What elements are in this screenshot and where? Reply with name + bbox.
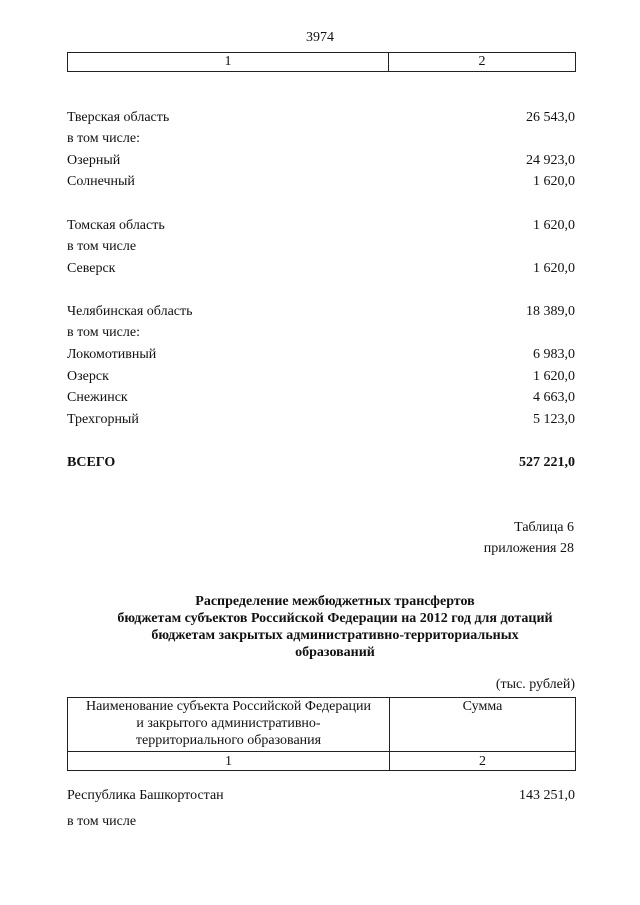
region-value: 26 543,0 [526,110,575,125]
region-value: 143 251,0 [519,788,575,803]
subheading: в том числе [67,814,137,829]
page-number: 3974 [306,30,334,45]
units-label: (тыс. рублей) [495,677,575,692]
subheading: в том числе: [67,325,140,340]
total-row [67,453,575,473]
item-row [67,410,575,430]
subheading-row [67,812,575,832]
header-name-column [68,698,390,752]
region-row [67,108,575,128]
item-row [67,172,575,192]
column-number-1: 1 [68,752,390,771]
subheading-row [67,237,575,257]
column-number-header [67,52,576,72]
table-header [67,697,576,771]
item-value: 24 923,0 [526,153,575,168]
subheading-row [67,323,575,343]
header-line: территориального образования [135,733,322,748]
appendix-number: приложения 28 [483,541,574,556]
item-value: 1 620,0 [533,261,575,276]
item-name: Северск [67,261,116,276]
item-value: 1 620,0 [533,174,575,189]
title-line: бюджетам закрытых административно-территориальных [151,628,519,643]
table-label [484,517,574,559]
region-value: 1 620,0 [533,218,575,233]
table-number: Таблица 6 [514,520,574,535]
title-line: Распределение межбюджетных трансфертов [195,594,475,609]
item-row [67,345,575,365]
region-name: Республика Башкортостан [67,788,224,803]
column-number-2: 2 [390,752,576,771]
item-name: Локомотивный [67,347,157,362]
item-name: Озерный [67,153,121,168]
item-name: Снежинск [67,390,128,405]
table-title [60,593,610,661]
item-value: 1 620,0 [533,369,575,384]
region-name: Тверская область [67,110,170,125]
region-name: Томская область [67,218,165,233]
total-label: ВСЕГО [67,455,116,470]
header-line: Наименование субъекта Российской Федерации [85,699,372,714]
total-value: 527 221,0 [519,455,575,470]
item-row [67,259,575,279]
column-number-2: 2 [389,53,576,72]
item-row [67,151,575,171]
region-name: Челябинская область [67,304,193,319]
subheading: в том числе: [67,131,140,146]
item-name: Озерск [67,369,109,384]
region-row [67,216,575,236]
item-value: 5 123,0 [533,412,575,427]
header-line: и закрытого административно- [136,716,321,731]
item-name: Трехгорный [67,412,139,427]
subheading: в том числе [67,239,137,254]
subheading-row [67,129,575,149]
column-number-1: 1 [68,53,389,72]
title-line: образований [295,645,375,660]
region-row [67,786,575,806]
item-row [67,388,575,408]
item-row [67,367,575,387]
item-value: 4 663,0 [533,390,575,405]
item-name: Солнечный [67,174,135,189]
item-value: 6 983,0 [533,347,575,362]
title-line: бюджетам субъектов Российской Федерации на 2012 год для дотаций [117,611,553,626]
region-value: 18 389,0 [526,304,575,319]
header-sum-column: Сумма [390,698,576,752]
region-row [67,302,575,322]
